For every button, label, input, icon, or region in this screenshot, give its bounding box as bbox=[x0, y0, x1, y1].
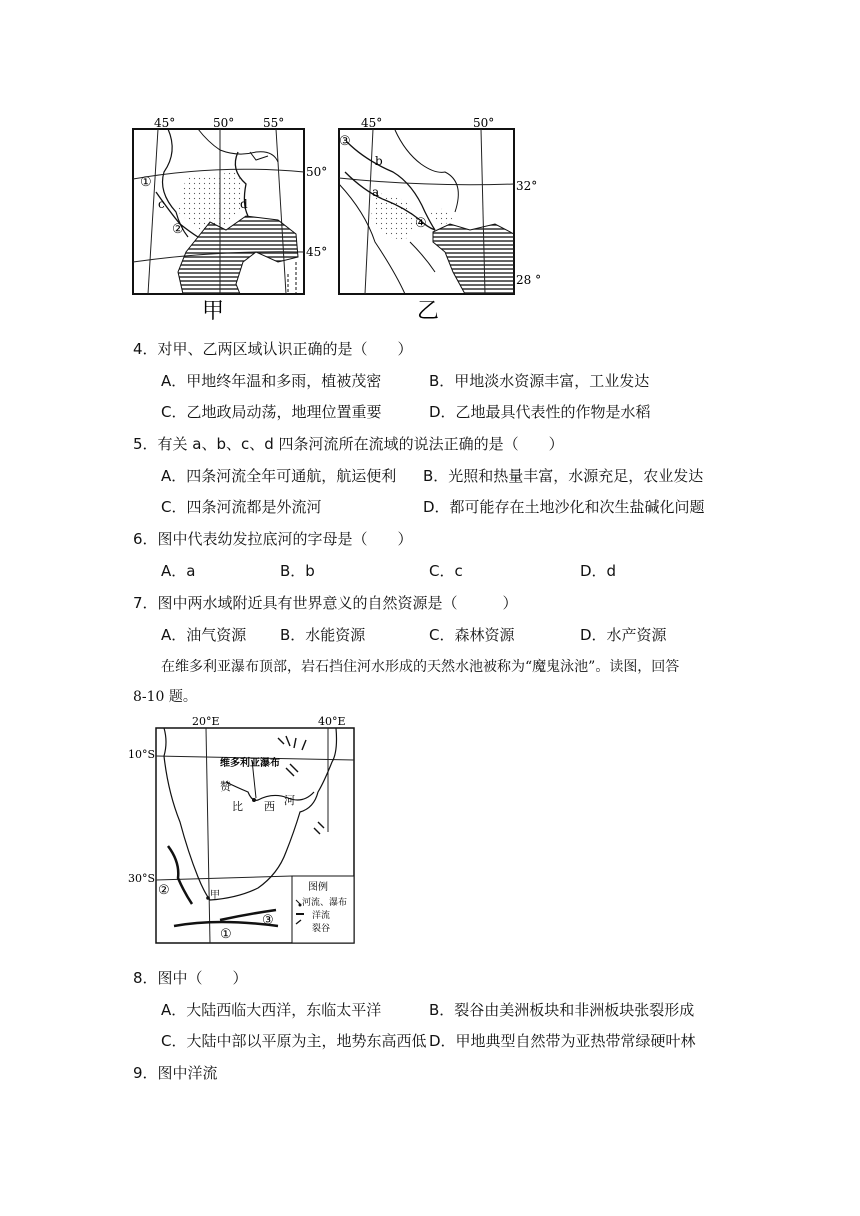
question-4-option-b: B．甲地淡水资源丰富，工业发达 bbox=[429, 372, 650, 390]
map1-marker-2: ② bbox=[172, 222, 184, 237]
question-5-option-c: C．四条河流都是外流河 bbox=[161, 498, 322, 516]
map1-caption: 甲 bbox=[202, 299, 225, 324]
victoria-falls-label: 维多利亚瀑布 bbox=[220, 758, 280, 769]
question-6-option-a: A．a bbox=[161, 562, 196, 580]
map1-lon-50: 50° bbox=[213, 116, 235, 130]
map2-marker-4: ④ bbox=[415, 216, 427, 231]
legend-rift: 裂谷 bbox=[312, 924, 331, 934]
map1-lon-55: 55° bbox=[263, 116, 285, 130]
question-4-stem: 4．对甲、乙两区域认识正确的是（ ） bbox=[133, 340, 413, 358]
map1-river-c: c bbox=[158, 197, 165, 211]
question-8-stem: 8．图中（ ） bbox=[133, 969, 248, 987]
map2-lat-28: 28 ° bbox=[516, 273, 542, 287]
question-4-option-d: D．乙地最具代表性的作物是水稻 bbox=[429, 403, 651, 421]
question-6-stem: 6．图中代表幼发拉底河的字母是（ ） bbox=[133, 530, 413, 548]
map2-river-b: b bbox=[375, 154, 383, 168]
map2-lon-50: 50° bbox=[473, 116, 495, 130]
place-jia: 甲 bbox=[210, 890, 220, 901]
map3-lat-30s: 30°S bbox=[128, 872, 156, 885]
passage-line-1: 在维多利亚瀑布顶部，岩石挡住河水形成的天然水池被称为“魔鬼泳池”。读图，回答 bbox=[161, 659, 680, 675]
river-char-3: 西 bbox=[264, 800, 275, 813]
question-6-option-b: B．b bbox=[280, 562, 315, 580]
question-5-option-d: D．都可能存在土地沙化和次生盐碱化问题 bbox=[423, 498, 705, 516]
question-7-option-c: C．森林资源 bbox=[429, 626, 515, 644]
map-yi bbox=[335, 112, 550, 324]
question-8-option-c: C．大陆中部以平原为主，地势东高西低 bbox=[161, 1032, 427, 1050]
map1-marker-1: ① bbox=[140, 175, 152, 190]
question-7-option-b: B．水能资源 bbox=[280, 626, 366, 644]
map3-lon-40e: 40°E bbox=[318, 715, 346, 728]
passage-line-2: 8-10 题。 bbox=[133, 689, 197, 705]
river-char-1: 赞 bbox=[220, 780, 231, 793]
question-5-stem: 5．有关 a、b、c、d 四条河流所在流域的说法正确的是（ ） bbox=[133, 435, 564, 453]
map2-caption: 乙 bbox=[417, 299, 440, 324]
current-marker-3: ③ bbox=[262, 913, 274, 928]
map2-lat-32: 32° bbox=[516, 179, 538, 193]
question-8-option-a: A．大陆西临大西洋，东临太平洋 bbox=[161, 1001, 382, 1019]
question-4-option-a: A．甲地终年温和多雨，植被茂密 bbox=[161, 372, 382, 390]
question-6-option-c: C．c bbox=[429, 562, 463, 580]
question-8-option-b: B．裂谷由美洲板块和非洲板块张裂形成 bbox=[429, 1001, 695, 1019]
legend-current: 洋流 bbox=[312, 911, 331, 921]
question-7-option-d: D．水产资源 bbox=[580, 626, 667, 644]
map1-lat-50: 50° bbox=[306, 165, 328, 179]
map-jia bbox=[128, 112, 328, 324]
question-7-option-a: A．油气资源 bbox=[161, 626, 247, 644]
question-6-option-d: D．d bbox=[580, 562, 617, 580]
map2-marker-3: ③ bbox=[339, 134, 351, 149]
map1-lat-45: 45° bbox=[306, 245, 328, 259]
legend-title: 图例 bbox=[308, 882, 328, 893]
map2-lon-45: 45° bbox=[361, 116, 383, 130]
map3-lon-20e: 20°E bbox=[192, 715, 220, 728]
question-9-stem: 9．图中洋流 bbox=[133, 1064, 218, 1082]
map2-river-a: a bbox=[372, 185, 380, 199]
question-8-option-d: D．甲地典型自然带为亚热带常绿硬叶林 bbox=[429, 1032, 696, 1050]
current-marker-1: ① bbox=[220, 927, 232, 942]
map3-lat-10s: 10°S bbox=[128, 748, 156, 761]
question-5-option-b: B．光照和热量丰富，水源充足，农业发达 bbox=[423, 467, 704, 485]
map1-lon-45: 45° bbox=[154, 116, 176, 130]
current-marker-2: ② bbox=[158, 883, 170, 898]
question-5-option-a: A．四条河流全年可通航，航运便利 bbox=[161, 467, 397, 485]
legend-river-falls: 河流、瀑布 bbox=[302, 898, 348, 908]
map-southern-africa bbox=[128, 712, 360, 947]
question-7-stem: 7．图中两水域附近具有世界意义的自然资源是（ ） bbox=[133, 594, 518, 612]
map1-river-d: d bbox=[240, 197, 248, 211]
river-char-4: 河 bbox=[284, 794, 295, 807]
river-char-2: 比 bbox=[232, 800, 243, 813]
question-4-option-c: C．乙地政局动荡，地理位置重要 bbox=[161, 403, 382, 421]
